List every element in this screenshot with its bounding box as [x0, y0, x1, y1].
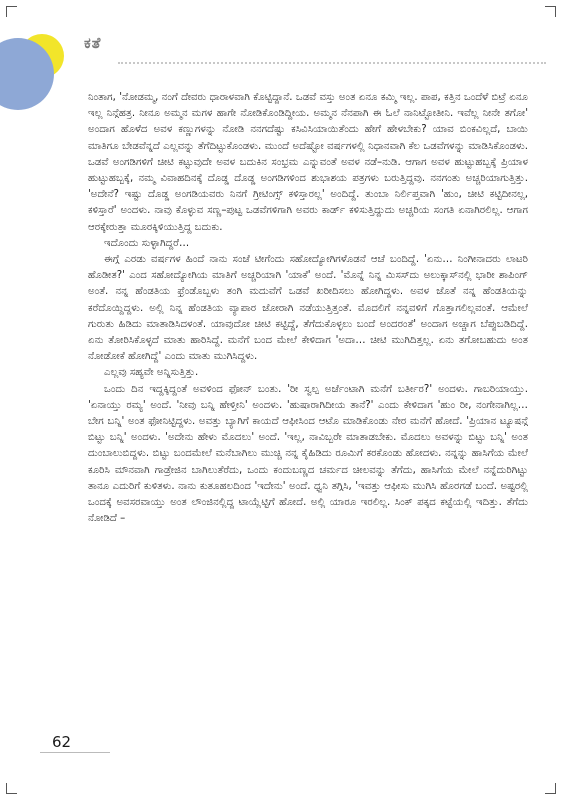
paragraph: ಇದೊಂದು ಸುಳ್ಳಾಗಿದ್ದರೆ… [104, 237, 190, 249]
section-label: ಕತೆ [84, 34, 102, 52]
crop-mark-top-left [6, 6, 17, 17]
footer-rule [40, 752, 110, 753]
crop-mark-bottom-right [545, 783, 556, 794]
crop-mark-top-right [545, 6, 556, 17]
decorative-circles [0, 22, 70, 112]
crop-mark-bottom-left [6, 783, 17, 794]
paragraph: ಈಗ್ಗೆ ಎರಡು ವರ್ಷಗಳ ಹಿಂದೆ ನಾನು ಸಂಜೆ ಟೀಗೆಂದು ಸಹೋದ್ಯೋಗಿಗಳೊಡನೆ ಆಚೆ ಬಂದಿದ್ದೆ. 'ಏನು… ನಿಂಗೀನಾದರು ಲಾಟರಿ ಹೊಡೀತ?' ಎಂದ ಸಹೋದ್ಯೋಗಿಯ ಮಾತಿಗೆ ಅಚ್ಚರಿಯಾಗಿ 'ಯಾಕೆ' ಅಂದೆ. 'ಮೊನ್ನೆ ನಿನ್ನ ಮಿಸಸ್‌ದು ಅಲುಕ್ಕಾಸ್‌ನಲ್ಲಿ ಭಾರೀ ಶಾಪಿಂಗ್ ಅಂತೆ. ನನ್ನ ಹೆಂಡತಿಯ ಫ್ರೆಂಡೊಬ್ಬಳು ತಂಗಿ ಮದುವೆಗೆ ಒಡವೆ ಖರೀದಿಸಲು ಹೋಗಿದ್ದಳು. ಅವಳ ಜೊತೆ ನನ್ನ ಹೆಂಡತಿಯನ್ನು ಕರೆದೊಯ್ದಿದ್ದಳು. ಅಲ್ಲಿ ನಿನ್ನ ಹೆಂಡತಿಯ ವ್ಯಾಪಾರ ಜೋರಾಗಿ ನಡೆಯುತ್ತಿತ್ತಂತೆ. ಮೊದಲಿಗೆ ನನ್ನವಳಿಗೆ ಗೊತ್ತಾಗಲಿಲ್ಲವಂತೆ. ಆಮೇಲೆ ಗುರುತು ಹಿಡಿದು ಮಾತಾಡಿಸಿದಳಂತೆ. ಯಾವುದೋ ಚೀಟಿ ಕಟ್ಟಿದ್ದೆ, ತೆಗೆದುಕೊಳ್ಳಲು ಬಂದೆ ಅಂದರಂತೆ' ಅಂದಾಗ ಅಚ್ಚಾಗ ಬೆಪ್ಪುಬಡಿದಿದ್ದೆ. ಏನು ತೋರಿಸಿಕೊಳ್ಳದೆ ಮಾತು ಹಾರಿಸಿದ್ದೆ. ಮನೆಗೆ ಬಂದ ಮೇಲೆ ಕೇಳಿದಾಗ 'ಅದಾ… ಚೀಟಿ ಮುಗಿದಿತ್ತಲ್ಲ. ಏನು ತಗೋಬಹುದು ಅಂತ ನೋಡೋಕೆ ಹೋಗಿದ್ದೆ' ಎಂದು ಮಾತು ಮುಗಿಸಿದ್ದಳು. [88, 254, 528, 363]
page-number: 62 [52, 733, 72, 751]
header-dotted-rule [118, 62, 546, 64]
paragraph: ಎಲ್ಲವು ಸಹ್ಯವೇ ಅನ್ನಿಸುತ್ತಿತ್ತು. [104, 367, 199, 379]
paragraph: ನಿಂತಾಗ, 'ನೋಡಮ್ಮ, ನಂಗೆ ದೇವರು ಧಾರಾಳವಾಗಿ ಕೊಟ್ಟಿದ್ದಾನೆ. ಒಡವೆ ವಸ್ತು ಅಂತ ಏನೂ ಕಮ್ಮಿ ಇಲ್ಲ. ಪಾಪ, ಕತ್ತಿನ ಒಂದೆಳೆ ಬಿಟ್ರೆ ಏನೂ ಇಲ್ಲ ನಿನ್ಗೆಹತ್ರ. ನೀನೂ ಅಮ್ಮನ ಮಗಳ ಹಾಗೇ ನೋಡಿಕೊಂಡಿದ್ದೀಯ. ಅಮ್ಮನ ನೆನಪಾಗಿ ಈ ಓಲೆ ನಾನಿಟ್ಟೋತೀನಿ. ಇವೆಲ್ಲ ನೀನೇ ತಗೋ' ಅಂದಾಗ ಹೊಳೆದ ಅವಳ ಕಣ್ಣುಗಳನ್ನು ನೋಡಿ ನನಗದೆಷ್ಟು ಕಸಿವಿಸಿಯಾಯಿತೆಂದು ಹೇಗೆ ಹೇಳಬೇಕು? ಯಾವ ಬಿಂಕವಿಲ್ಲದೆ, ಬಾಯಿ ಮಾತಿಗೂ ಬೇಡವೆನ್ನದೆ ಎಲ್ಲವನ್ನು ತೆಗೆದಿಟ್ಟುಕೊಂಡಳು. ಮುಂದೆ ಅದೆಷ್ಟೋ ವರ್ಷಗಳಲ್ಲಿ ನಿಧಾನವಾಗಿ ಕೆಲ ಒಡವೆಗಳನ್ನು ಮಾಡಿಸಿಕೊಂಡಳು. ಒಡವೆ ಅಂಗಡಿಗಳಿಗೆ ಚೀಟಿ ಕಟ್ಟುವುದೇ ಅವಳ ಬದುಕಿನ ಸಂಭ್ರಮ ಎನ್ನುವಂತೆ ಅವಳ ನಡೆ–ನುಡಿ. ಆಗಾಗ ಅವಳ ಹುಟ್ಟುಹಬ್ಬಕ್ಕೆ ಪ್ರಿಯಾಳ ಹುಟ್ಟುಹಬ್ಬಕ್ಕೆ, ನಮ್ಮ ವಿವಾಹದಿನಕ್ಕೆ ದೊಡ್ಡ ದೊಡ್ಡ ಅಂಗಡಿಗಳಿಂದ ಶುಭಾಶಯ ಪತ್ರಗಳು ಬರುತ್ತಿದ್ದವು. ನನಗಂತು ಅಚ್ಚರಿಯಾಗುತ್ತಿತ್ತು. 'ಅದೇನೆ? ಇಷ್ಟು ದೊಡ್ಡ ಅಂಗಡಿಯವರು ನಿನಗೆ ಗ್ರೀಟಿಂಗ್ಸ್ ಕಳಿಸ್ತಾರಲ್ಲ' ಅಂದಿದ್ದೆ. ತುಂಬಾ ನಿರ್ಲಿಪ್ತವಾಗಿ 'ಹುಂ, ಚೀಟಿ ಕಟ್ಟಿದೀನಲ್ಲ, ಕಳಿಸ್ತಾರೆ' ಅಂದಳು. ನಾವು ಕೊಳ್ಳುವ ಸಣ್ಣ–ಪುಟ್ಟ ಒಡವೆಗಳಿಗಾಗಿ ಅವರು ಕಾರ್ಡ್ ಕಳಿಸುತ್ತಿದ್ದುದು ಅಚ್ಚರಿಯ ಸಂಗತಿ ಏನಾಗಿರಲಿಲ್ಲ. ಆಗಾಗ ಆರಕ್ಕೇರುತ್ತಾ ಮೂರಕ್ಕಿಳಿಯುತ್ತಿದ್ದ ಬದುಕು. [88, 92, 528, 233]
paragraph: ಒಂದು ದಿನ ಇದ್ದಕ್ಕಿದ್ದಂತೆ ಅವಳಿಂದ ಫೋನ್ ಬಂತು. 'ರೀ ಸ್ವಲ್ಪ ಅರ್ಜೆಂಟಾಗಿ ಮನೆಗೆ ಬರ್ತೀರ?' ಅಂದಳು. ಗಾಬರಿಯಾಯ್ತು. 'ಏನಾಯ್ತು ರಮ್ಯ' ಅಂದೆ. 'ನೀವು ಬನ್ನಿ ಹೇಳ್ತೀನಿ' ಅಂದಳು. 'ಹುಷಾರಾಗಿದೀಯ ತಾನೆ?' ಎಂದು ಕೇಳಿದಾಗ 'ಹುಂ ರೀ, ನಂಗೇನಾಗಿಲ್ಲ… ಬೇಗ ಬನ್ನಿ' ಅಂತ ಫೋನಿಟ್ಟಿದ್ದಳು. ಅವತ್ತು ಬ್ಯಾಗಿಗೆ ಕಾಯದೆ ಆಫೀಸಿಂದ ಆಟೊ ಮಾಡಿಕೊಂಡು ನೇರ ಮನೆಗೆ ಹೋದೆ. 'ಪ್ರಿಯಾನ ಟ್ಯೂಷನ್ಗೆ ಬಿಟ್ಟು ಬನ್ನಿ' ಅಂದಳು. 'ಅದೇನು ಹೇಳು ಮೊದಲು' ಅಂದೆ. 'ಇಲ್ಲ, ನಾವಿಬ್ಬರೇ ಮಾತಾಡಬೇಕು. ಮೊದಲು ಅವಳನ್ನು ಬಿಟ್ಟು ಬನ್ನಿ' ಅಂತ ದುಂಬಾಲುಬಿದ್ದಳು. ಬಿಟ್ಟು ಬಂದಮೇಲೆ ಮನೆಬಾಗಿಲು ಮುಚ್ಚಿ ನನ್ನ ಕೈಹಿಡಿದು ರೂಮಿಗೆ ಕರಕೊಂಡು ಹೋದಳು. ನನ್ನನ್ನು ಹಾಸಿಗೆಯ ಮೇಲೆ ಕೂರಿಸಿ ಮೌನವಾಗಿ ಗಾಡ್ರೇಜಿನ ಬಾಗಿಲುತೆರೆದು, ಒಂದು ಕಂದುಬಣ್ಣದ ಚರ್ಮದ ಚೀಲವನ್ನು ತೆಗೆದು, ಹಾಸಿಗೆಯ ಮೇಲೆ ನನ್ನೆದುರಿಗಿಟ್ಟು ತಾನೂ ಎದುರಿಗೆ ಕುಳಿತಳು. ನಾನು ಕುತೂಹಲದಿಂದ 'ಇದೇನು' ಅಂದೆ. ಧ್ವನಿ ತಗ್ಗಿಸಿ, 'ಇವತ್ತು ಆಫೀಸು ಮುಗಿಸಿ ಹೊರಗಡೆ ಬಂದೆ. ಅಷ್ಟರಲ್ಲಿ ಒಂದಕ್ಕೆ ಅವಸರವಾಯ್ತು ಅಂತ ಲೌಂಜಿನಲ್ಲಿದ್ದ ಟಾಯ್ಲೆಟ್ಟಿಗೆ ಹೋದೆ. ಅಲ್ಲಿ ಯಾರೂ ಇರಲಿಲ್ಲ. ಸಿಂಕ್ ಪಕ್ಕದ ಕಟ್ಟೆಯಲ್ಲಿ ಇದಿತ್ತು. ತೆಗೆದು ನೋಡಿದೆ – [88, 383, 528, 525]
story-body [88, 90, 528, 730]
